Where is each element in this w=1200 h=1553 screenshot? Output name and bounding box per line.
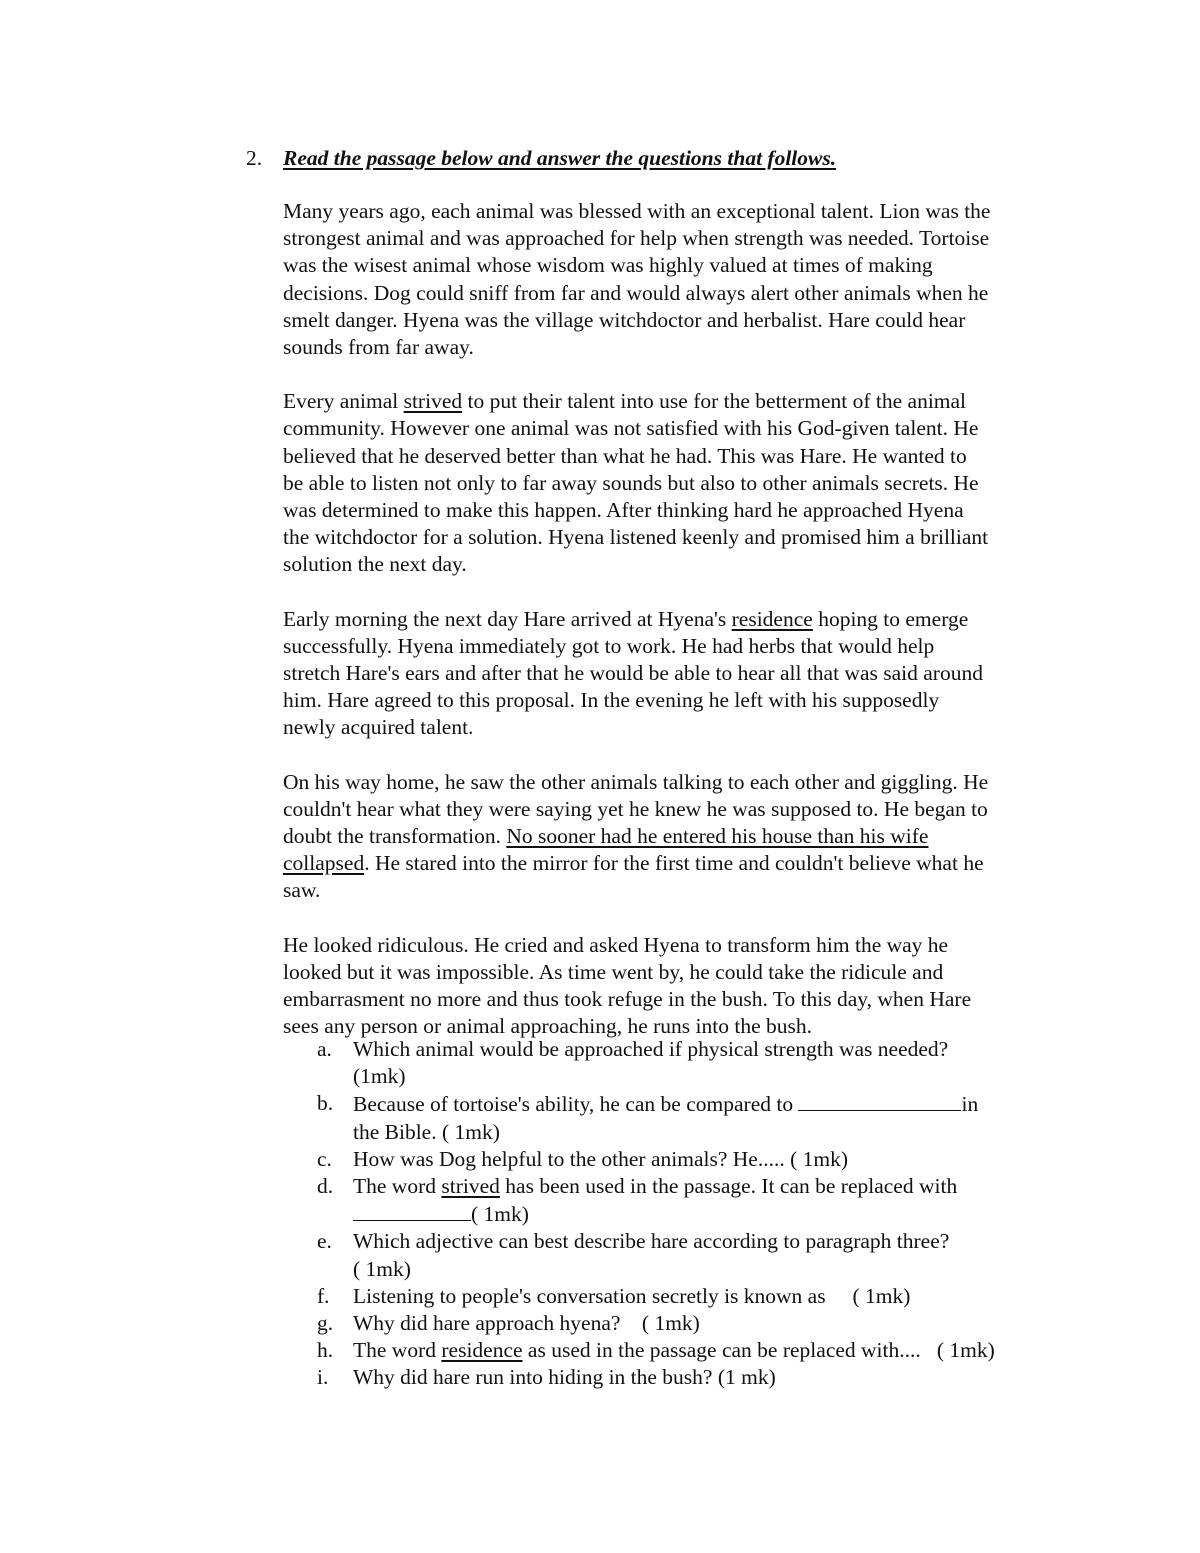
- passage-line: [283, 606, 1073, 633]
- question-list: [283, 1036, 1073, 1392]
- question-letter: g.: [317, 1311, 334, 1336]
- passage-line: On his way home, he saw the other animals talking to each other and giggling. He: [283, 769, 989, 794]
- passage-line: community. However one animal was not satisfied with his God-given talent. He: [283, 416, 979, 441]
- passage-line: looked but it was impossible. As time went by, he could take the ridicule and: [283, 959, 944, 984]
- passage-line: [283, 823, 1073, 850]
- passage-line: saw.: [283, 878, 321, 903]
- passage-text: Every animal: [283, 389, 404, 414]
- question-text: [353, 1090, 1073, 1118]
- passage-line: believed that he deserved better than what he had. This was Hare. He wanted to: [283, 443, 967, 468]
- passage-line: [283, 850, 1073, 877]
- question-text: How was Dog helpful to the other animals? He..... ( 1mk): [353, 1146, 848, 1171]
- underlined-word-residence: residence: [731, 606, 813, 631]
- paragraph-3: [283, 606, 1073, 742]
- passage-text: Early morning the next day Hare arrived at Hyena's: [283, 606, 732, 631]
- question-item-d: [283, 1173, 1073, 1228]
- question-heading: Read the passage below and answer the questions that follows.: [283, 146, 837, 170]
- question-item-b: [283, 1090, 1073, 1145]
- question-letter: i.: [317, 1365, 329, 1390]
- passage-line: him. Hare agreed to this proposal. In the evening he left with his supposedly: [283, 688, 940, 713]
- paragraph-4: [283, 769, 1073, 905]
- question-text-part: as used in the passage can be replaced with.... ( 1mk): [522, 1338, 995, 1363]
- passage-line: was the wisest animal whose wisdom was highly valued at times of making: [283, 253, 933, 278]
- passage-line: smelt danger. Hyena was the village witchdoctor and herbalist. Hare could hear: [283, 307, 966, 332]
- underlined-word-strived: strived: [441, 1174, 500, 1199]
- question-item-f: [283, 1283, 1073, 1310]
- underlined-word-strived: strived: [403, 389, 463, 414]
- answer-blank: [798, 1090, 961, 1111]
- passage-line: embarrasment no more and thus took refuge in the bush. To this day, when Hare: [283, 987, 972, 1012]
- question-text: [353, 1173, 1073, 1200]
- passage-line: Many years ago, each animal was blessed with an exceptional talent. Lion was the: [283, 199, 991, 223]
- passage-line: solution the next day.: [283, 552, 467, 577]
- question-letter: e.: [317, 1229, 332, 1254]
- question-number: 2.: [246, 146, 263, 170]
- question-text-part: The word: [353, 1174, 442, 1199]
- question-letter: h.: [317, 1338, 334, 1363]
- question-marks: ( 1mk): [353, 1256, 411, 1281]
- passage-line: be able to listen not only to far away sounds but also to other animals secrets. He: [283, 470, 979, 495]
- paragraph-5: [283, 932, 1073, 1041]
- question-text: [353, 1200, 1073, 1228]
- passage-line: the witchdoctor for a solution. Hyena listened keenly and promised him a brilliant: [283, 525, 989, 550]
- passage-line: successfully. Hyena immediately got to work. He had herbs that would help: [283, 633, 935, 658]
- underlined-sentence: No sooner had he entered his house than his wife: [506, 824, 929, 849]
- passage-line: was determined to make this happen. After thinking hard he approached Hyena: [283, 498, 964, 523]
- passage-text: doubt the transformation.: [283, 824, 507, 849]
- question-item-e: [283, 1228, 1073, 1282]
- question-letter: b.: [317, 1091, 334, 1116]
- paragraph-2: [283, 388, 1073, 578]
- question-marks: ( 1mk): [471, 1202, 529, 1227]
- question-text: Why did hare run into hiding in the bush? (1 mk): [353, 1365, 776, 1390]
- passage-line: [283, 388, 1073, 415]
- passage: [283, 198, 1073, 1040]
- question-text: Which adjective can best describe hare according to paragraph three?: [353, 1229, 950, 1254]
- question-text-part: in: [961, 1092, 979, 1117]
- question-text: the Bible. ( 1mk): [353, 1119, 500, 1144]
- passage-line: newly acquired talent.: [283, 715, 474, 740]
- passage-line: He looked ridiculous. He cried and asked Hyena to transform him the way he: [283, 932, 949, 957]
- question-marks: (1mk): [353, 1064, 406, 1089]
- paragraph-1: [283, 198, 1073, 361]
- passage-line: stretch Hare's ears and after that he would be able to hear all that was said around: [283, 661, 983, 686]
- question-text: Listening to people's conversation secretly is known as ( 1mk): [353, 1283, 911, 1308]
- passage-line: sounds from far away.: [283, 335, 474, 360]
- question-item-i: [283, 1364, 1073, 1391]
- underlined-word-residence: residence: [441, 1338, 523, 1363]
- question-item-g: [283, 1310, 1073, 1337]
- passage-line: sees any person or animal approaching, he runs into the bush.: [283, 1014, 813, 1039]
- passage-line: strongest animal and was approached for help when strength was needed. Tortoise: [283, 226, 990, 251]
- question-item-c: [283, 1146, 1073, 1173]
- underlined-sentence-end: collapsed: [283, 851, 365, 876]
- question-letter: f.: [317, 1283, 330, 1308]
- question-text: [353, 1337, 1073, 1364]
- passage-line: decisions. Dog could sniff from far and would always alert other animals when he: [283, 280, 989, 305]
- passage-text: to put their talent into use for the betterment of the animal: [462, 389, 967, 414]
- question-item-h: [283, 1337, 1073, 1364]
- passage-text: . He stared into the mirror for the first time and couldn't believe what he: [364, 851, 984, 876]
- question-text: Which animal would be approached if physical strength was needed?: [353, 1037, 949, 1061]
- question-text-part: The word: [353, 1338, 442, 1363]
- question-letter: c.: [317, 1146, 332, 1171]
- question-letter: a.: [317, 1037, 332, 1061]
- passage-text: hoping to emerge: [812, 606, 969, 631]
- answer-blank: [353, 1200, 471, 1221]
- question-text-part: has been used in the passage. It can be replaced with: [499, 1174, 958, 1199]
- question-item-a: [283, 1036, 1073, 1090]
- question-text: Why did hare approach hyena? ( 1mk): [353, 1311, 700, 1336]
- question-text-part: Because of tortoise's ability, he can be compared to: [353, 1092, 799, 1117]
- question-letter: d.: [317, 1174, 334, 1199]
- passage-line: couldn't hear what they were saying yet he knew he was supposed to. He began to: [283, 796, 988, 821]
